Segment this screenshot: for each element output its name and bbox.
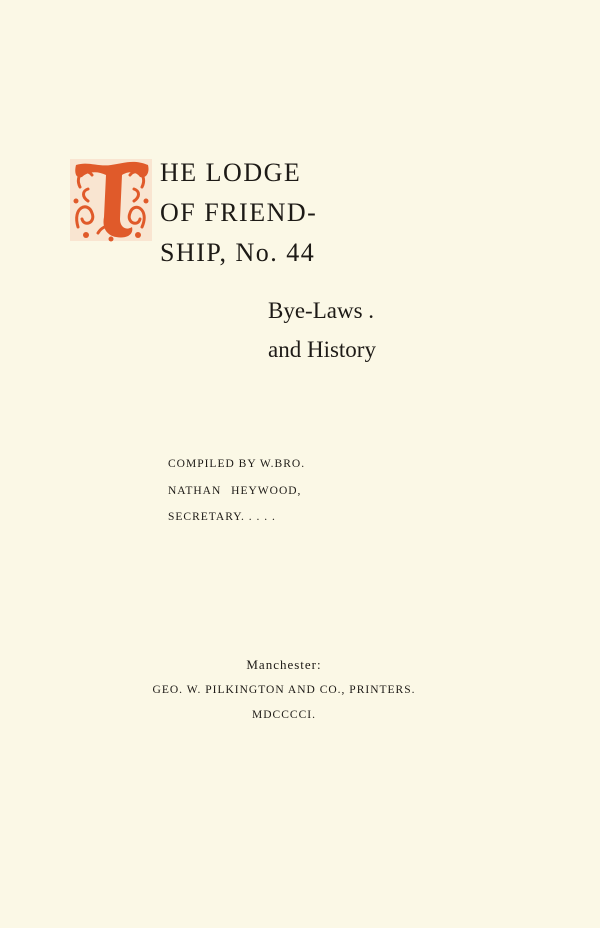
credit-line-3: SECRETARY. . . . . <box>168 511 276 523</box>
ornate-t-icon <box>68 157 154 243</box>
title-line-1 <box>160 160 301 186</box>
credit-line-1: COMPILED BY W.BRO. <box>168 458 306 470</box>
subtitle-line-2: and History <box>268 337 376 362</box>
imprint-place: Manchester: <box>246 657 322 672</box>
imprint-printer: GEO. W. PILKINGTON AND CO., PRINTERS. <box>152 684 416 696</box>
title-line-2: OF FRIEND- <box>160 198 318 227</box>
credit-line-2: NATHAN HEYWOOD, <box>168 485 302 497</box>
title-line-1-text: HE LODGE <box>160 158 302 187</box>
imprint-year: MDCCCCI. <box>252 709 316 721</box>
title-line-3: SHIP, No. 44 <box>160 238 316 267</box>
ornamental-drop-cap <box>68 157 154 243</box>
subtitle-line-1: Bye-Laws . <box>268 298 375 323</box>
